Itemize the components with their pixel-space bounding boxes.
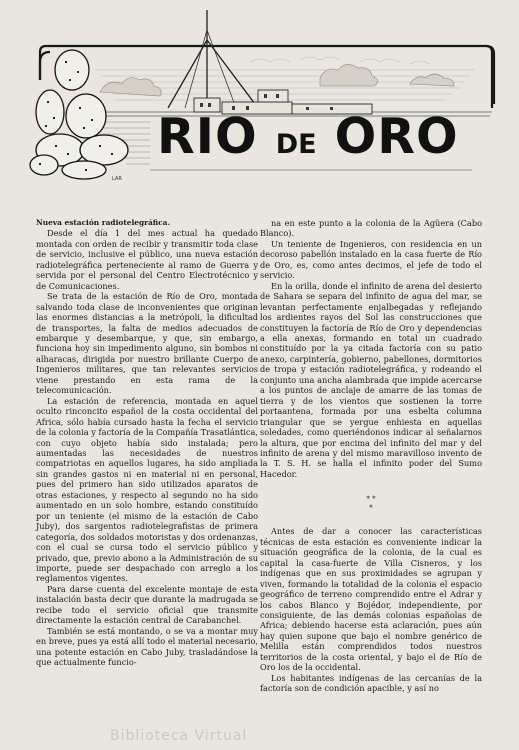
- paragraph: Un teniente de Ingenieros, con residencia en un decoroso pabellón instalado en la casa fuerte de Río de Oro, es, como antes decimos, el jefe de todo el servicio.: [260, 238, 482, 281]
- watermark: Biblioteca Virtual: [110, 728, 248, 744]
- paragraph: Desde el día 1 del mes actual ha quedado montada con orden de recibir y transmitir toda clase de servicio, inclusive el público, una nueva estación radiotelegráfica perteneciente al ramo de Guerra y servida por el personal del Centro Electrotécnico y de Comunicaciones.: [36, 228, 258, 291]
- article-column-left: [36, 218, 258, 667]
- paragraph: na en este punto a la colonia de la Agüera (Cabo Blanco).: [260, 218, 482, 239]
- cactus: [30, 50, 128, 179]
- paragraph: En la orilla, donde el infinito de arena del desierto de Sahara se separa del infinito de agua del mar, se levantan perfectamente enjalbegadas y reflejando los ardientes rayos del Sol las construcciones que constituyen la factoría de Río de Oro y dependencias a ella anexas, formando en total un cuadrado constituído por la ya citada factoría con su patio anexo, carpintería, gobierno, pabellones, dormitorios de tropa y estación radiotelegráfica, y rodeando el conjunto una ancha alambrada que impide acercarse a los puntos de anclaje de amarre de las tomas de tierra y de los vientos que sostienen la torre portaantena, formada por una esbelta columna triangular que se yergue enhiesta en aquellas soledades, como queriéndonos indicar al señalarnos la altura, que por encima del infinito del mar y del infinito de arena y del mismo maravilloso invento de la T. S. H. se halla el infinito poder del Sumo Hacedor.: [260, 280, 482, 479]
- paragraph: Se trata de la estación de Río de Oro, montada salvando toda clase de inconvenientes que originan las enormes distancias a la metrópoli, la dificultad de transportes, la falta de medios adecuados de embarque y desembarque, y que, sin embargo, funciona hoy sin impedimento alguno, sin bombos ni alharacas, dirigida por nuestro brillante Cuerpo de Ingenieros militares, que tan relevantes servicios viene prestando en esta rama de la telecomunicación.: [36, 291, 258, 396]
- article-subheading: Nueva estación radiotelegráfica.: [36, 218, 171, 227]
- paragraph: Antes de dar a conocer las características técnicas de esta estación es conveniente indicar la situación geográfica de la colonia, de la cual es capital la casa-fuerte de Villa Cisneros, y los indígenas que en sus proximidades se agrupan y viven, formando la totalidad de la colonia el espacio geográfico de terreno comprendido entre el Adrar y los cabos Blanco y Bojédor, independiente, por consiguiente, de las demás colonias españolas de Africa; debiendo hacerse esta aclaración, pues aún hay quien supone que bajo el nombre genérico de Melilla están comprendidos todos nuestros territorios de la costa oriental, y bajo el de Río de Oro los de la occidental.: [260, 526, 482, 673]
- masthead-illustration: [0, 0, 519, 205]
- paragraph: Los habitantes indígenas de las cercanías de la factoría son de condición apacible, y así no: [260, 672, 482, 694]
- engraver-signature: LAR: [112, 176, 122, 182]
- paragraph: Para darse cuenta del excelente montaje de esta instalación basta decir que durante la madrugada se recibe todo el servicio oficial que transmite directamente la estación central de Carabanchel.: [36, 583, 258, 626]
- paragraph: También se está montando, o se va a montar muy en breve, pues ya está allí todo el material necesario, una potente estación en Cabo Juby, trasladándose la que actualmente funcio-: [36, 625, 259, 668]
- rio-de-oro-engraving: [0, 0, 519, 205]
- antenna-tower: [168, 10, 258, 108]
- page-title: RIO DE ORO: [157, 108, 459, 165]
- section-separator: * * *: [366, 495, 376, 513]
- paragraph: La estación de referencia, montada en aquel oculto rinconcito español de la costa occidental del Africa, sólo había cursado hasta la fecha el servicio de la colonia y factoría de la Compañía Trasatlántica, con cuyo objeto había sido instalada; pero aumentadas las necesidades de nuestros compatriotas en aquellos lugares, ha sido ampliada sin grandes gastos ni en material ni en personal, pues del primero han sido utilizados aparatos de otras estaciones, y respecto al segundo no ha sido aumentado en un solo hombre, estando constituído por un teniente (el mismo de la estación de Cabo Juby), dos sargentos radiotelegrafistas de primera categoría, dos soldados motoristas y dos ordenanzas, con el cual se cursa todo el servicio público y privado, que, previo abono a la Administración de su importe, puede ser despachado con arreglo a los reglamentos vigentes.: [36, 395, 258, 584]
- article-column-right: [260, 218, 482, 694]
